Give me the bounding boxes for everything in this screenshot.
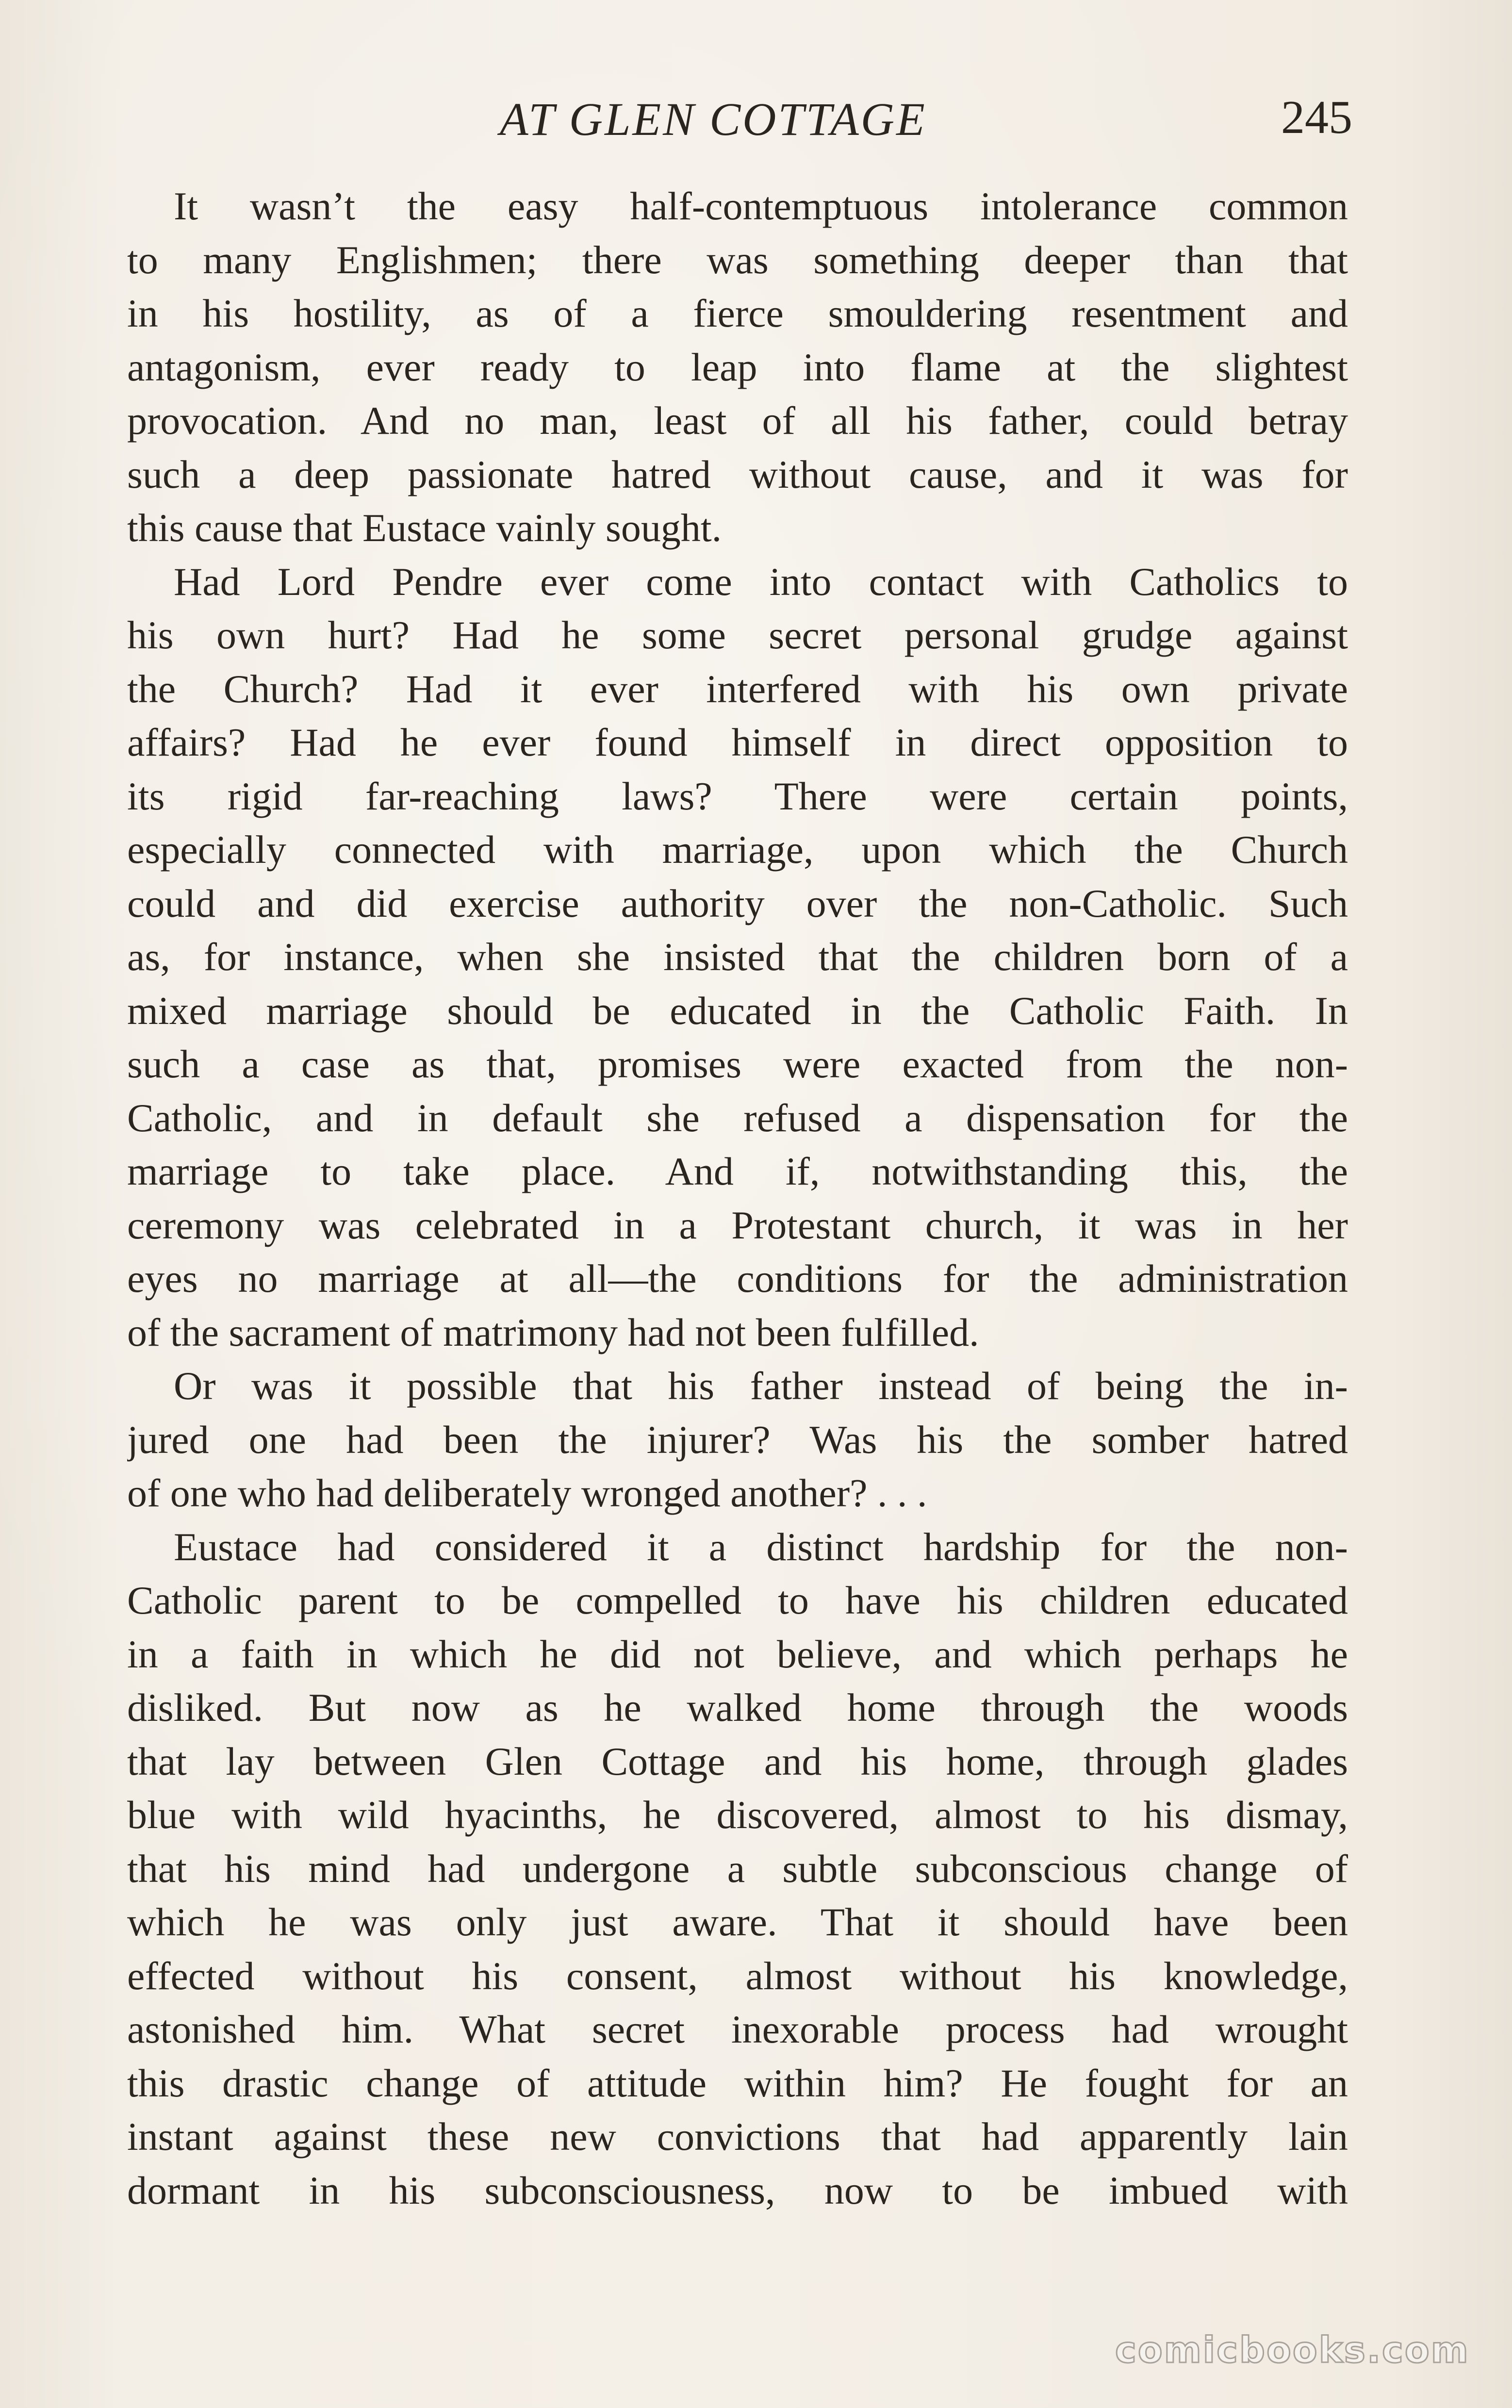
text-line: in a faith in which he did not believe, and which perhaps he: [127, 1632, 1348, 1676]
text-line: blue with wild hyacinths, he discovered, almost to his dismay,: [127, 1793, 1348, 1837]
text-line: marriage to take place. And if, notwithstanding this, the: [127, 1149, 1348, 1193]
body-text: [127, 180, 1348, 2217]
text-line: eyes no marriage at all—the conditions for the administration: [127, 1256, 1348, 1301]
text-line: this drastic change of attitude within him? He fought for an: [127, 2061, 1348, 2105]
text-line: antagonism, ever ready to leap into flame at the slightest: [127, 345, 1348, 389]
text-line: to many Englishmen; there was something deeper than that: [127, 237, 1348, 282]
text-line: provocation. And no man, least of all his father, could betray: [127, 398, 1348, 443]
text-line: this cause that Eustace vainly sought.: [127, 506, 722, 550]
text-line: could and did exercise authority over the non-Catholic. Such: [127, 881, 1348, 925]
text-line: Catholic, and in default she refused a dispensation for the: [127, 1095, 1348, 1140]
text-line: Had Lord Pendre ever come into contact with Catholics to: [174, 559, 1348, 604]
text-line: such a deep passionate hatred without cause, and it was for: [127, 452, 1348, 496]
text-line: astonished him. What secret inexorable process had wrought: [127, 2007, 1348, 2051]
text-line: that his mind had undergone a subtle subconscious change of: [127, 1846, 1348, 1891]
text-line: disliked. But now as he walked home through the woods: [127, 1685, 1348, 1730]
text-line: its rigid far-reaching laws? There were certain points,: [127, 774, 1348, 818]
watermark: comicbooks.com: [1115, 2329, 1470, 2371]
text-line: jured one had been the injurer? Was his the somber hatred: [127, 1417, 1348, 1462]
text-line: effected without his consent, almost without his knowledge,: [127, 1953, 1348, 1998]
text-line: instant against these new convictions that had apparently lain: [127, 2114, 1348, 2159]
text-line: the Church? Had it ever interfered with his own private: [127, 666, 1348, 711]
text-line: especially connected with marriage, upon which the Church: [127, 827, 1348, 872]
page-header: [0, 82, 1512, 155]
text-line: his own hurt? Had he some secret personal grudge against: [127, 613, 1348, 657]
page-number: 245: [1281, 91, 1352, 144]
running-head: AT GLEN COTTAGE: [500, 93, 927, 145]
text-line: mixed marriage should be educated in the Catholic Faith. In: [127, 988, 1348, 1033]
text-line: Eustace had considered it a distinct hardship for the non-: [174, 1524, 1348, 1569]
text-line: which he was only just aware. That it should have been: [127, 1900, 1348, 1944]
text-line: as, for instance, when she insisted that the children born of a: [127, 935, 1348, 979]
text-line: affairs? Had he ever found himself in direct opposition to: [127, 720, 1348, 764]
text-line: of the sacrament of matrimony had not been fulfilled.: [127, 1310, 979, 1354]
text-line: in his hostility, as of a fierce smouldering resentment and: [127, 291, 1348, 335]
text-line: It wasn’t the easy half-contemptuous intolerance common: [174, 184, 1348, 228]
text-line: Catholic parent to be compelled to have his children educated: [127, 1578, 1348, 1622]
text-line: Or was it possible that his father instead of being the in-: [174, 1364, 1348, 1408]
text-line: ceremony was celebrated in a Protestant church, it was in her: [127, 1203, 1348, 1247]
text-line: that lay between Glen Cottage and his home, through glades: [127, 1739, 1348, 1783]
text-line: such a case as that, promises were exacted from the non-: [127, 1042, 1348, 1086]
text-line: dormant in his subconsciousness, now to be imbued with: [127, 2168, 1348, 2212]
text-line: of one who had deliberately wronged another? . . .: [127, 1471, 927, 1515]
